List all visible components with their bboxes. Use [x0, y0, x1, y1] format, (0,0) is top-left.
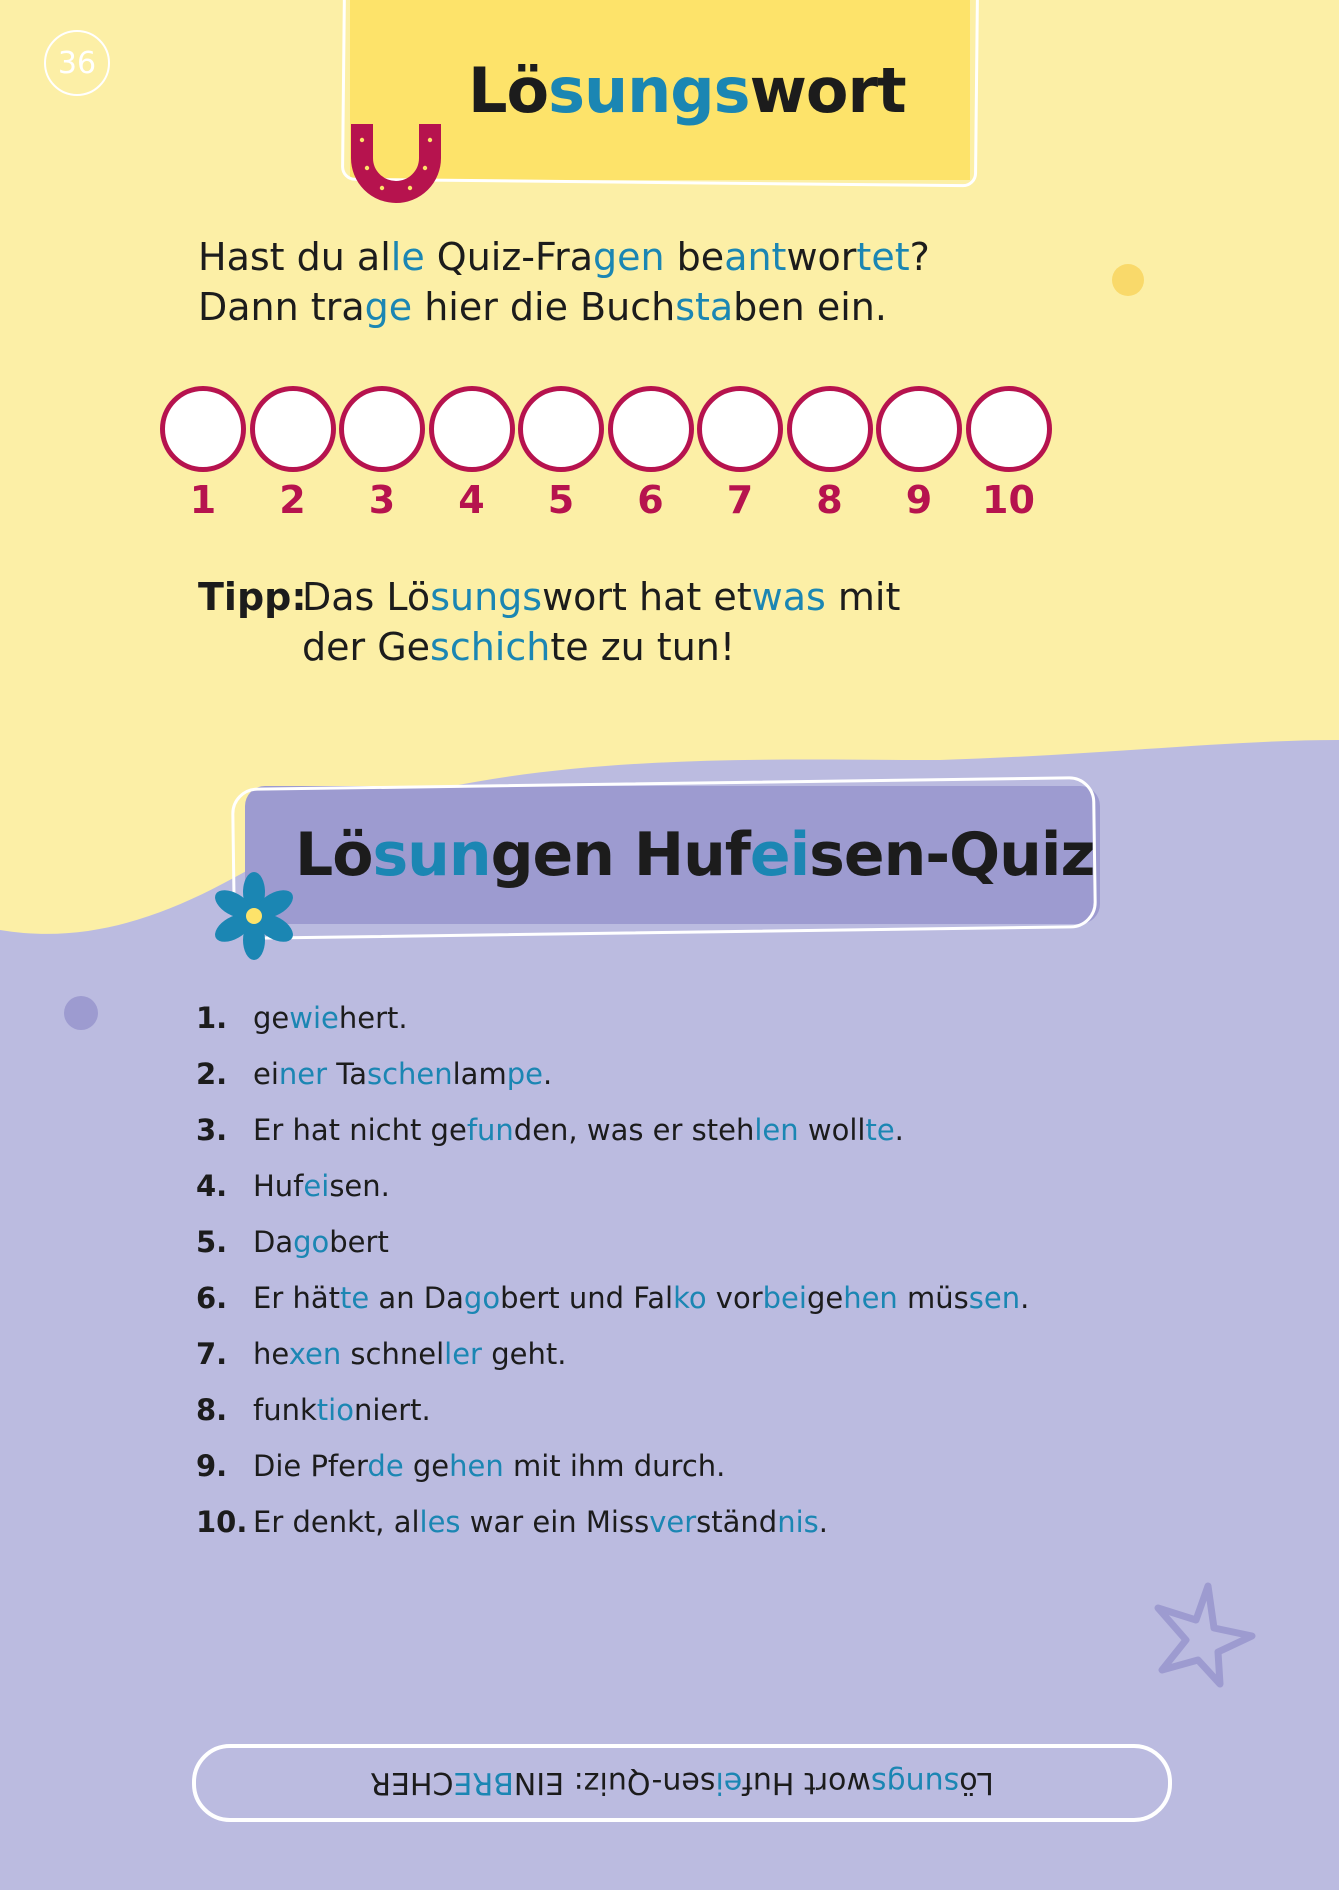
text-segment: mit [825, 575, 901, 619]
text-segment: an Da [369, 1281, 464, 1315]
letter-slot-circle[interactable] [160, 386, 246, 472]
highlighted-syllable: sun [372, 820, 491, 890]
text-segment: wor [786, 235, 857, 279]
highlighted-syllable: hen [449, 1449, 504, 1483]
answer-item [196, 1270, 1029, 1326]
text-segment: müs [897, 1281, 969, 1315]
highlighted-syllable: was [751, 575, 826, 619]
text-segment: gen Huf [490, 820, 750, 890]
answer-text [253, 1113, 904, 1147]
letter-slot-circle[interactable] [697, 386, 783, 472]
highlighted-syllable: te [340, 1281, 370, 1315]
text-segment: wort [749, 54, 906, 127]
highlighted-syllable: sungs [870, 1765, 960, 1801]
answer-number: 1. [196, 1001, 228, 1035]
text-segment: Lö [468, 54, 549, 127]
text-segment: ? [909, 235, 930, 279]
highlighted-syllable: BRE [453, 1765, 514, 1801]
answer-item [196, 1214, 1029, 1270]
text-segment: Hast du al [198, 235, 391, 279]
highlighted-syllable: sen [968, 1281, 1021, 1315]
intro-text [198, 232, 930, 332]
text-segment: Ta [327, 1057, 367, 1091]
highlighted-syllable: les [419, 1505, 461, 1539]
highlighted-syllable: gen [593, 235, 665, 279]
solutions-title [295, 820, 1094, 890]
highlighted-syllable: ant [724, 235, 787, 279]
text-segment: Lö [959, 1765, 994, 1801]
intro-line [198, 282, 930, 332]
intro-line [198, 232, 930, 282]
text-segment: Die Pfer [253, 1449, 368, 1483]
text-segment: Da [253, 1225, 294, 1259]
answer-item [196, 1326, 1029, 1382]
answer-text [253, 1169, 390, 1203]
page-title [468, 54, 906, 127]
answer-text [253, 1001, 408, 1035]
horseshoe-icon [348, 118, 444, 210]
text-segment: . [542, 1057, 553, 1091]
answer-number: 9. [196, 1449, 228, 1483]
text-segment: bert und Fal [500, 1281, 674, 1315]
text-segment: niert. [353, 1393, 431, 1427]
letter-slot-number: 2 [279, 478, 306, 522]
text-segment: ständ [696, 1505, 778, 1539]
highlighted-syllable: ner [278, 1057, 328, 1091]
answer-text [253, 1057, 552, 1091]
text-segment: Er denkt, al [253, 1505, 420, 1539]
tipp-label: Tipp: [198, 575, 307, 619]
letter-slot-circle[interactable] [787, 386, 873, 472]
highlighted-syllable: sungs [430, 575, 543, 619]
decorative-dot [1112, 264, 1144, 296]
highlighted-syllable: sta [675, 285, 734, 329]
text-segment: Dann tra [198, 285, 365, 329]
solution-word-box [192, 1744, 1172, 1822]
answer-item [196, 1494, 1029, 1550]
text-segment: hert. [338, 1001, 408, 1035]
letter-slot-number: 8 [816, 478, 843, 522]
answer-text [253, 1281, 1029, 1315]
answer-text [253, 1393, 431, 1427]
letter-slot-number: 9 [905, 478, 933, 522]
highlighted-syllable: schich [430, 625, 551, 669]
answer-item [196, 990, 1029, 1046]
text-segment: war ein Miss [460, 1505, 650, 1539]
letter-slot-number: 3 [368, 478, 396, 522]
highlighted-syllable: xen [288, 1337, 342, 1371]
answer-item [196, 1382, 1029, 1438]
text-segment: he [253, 1337, 289, 1371]
tipp-text [198, 622, 900, 672]
highlighted-syllable: tet [856, 235, 910, 279]
text-segment: vor [706, 1281, 763, 1315]
text-segment: ge [403, 1449, 450, 1483]
answer-number: 10. [196, 1505, 248, 1539]
text-segment: den, was er steh [513, 1113, 755, 1147]
flower-icon [206, 868, 302, 964]
text-segment: hier die Buch [412, 285, 676, 329]
text-segment: Lö [295, 820, 373, 890]
text-segment: schnel [341, 1337, 445, 1371]
text-segment: bert [329, 1225, 389, 1259]
letter-slot-circle[interactable] [339, 386, 425, 472]
text-segment: Das Lö [302, 575, 431, 619]
highlighted-syllable: ei [715, 1765, 743, 1801]
text-segment: mit ihm durch. [503, 1449, 726, 1483]
text-segment: ei [253, 1057, 279, 1091]
letter-slot-circle[interactable] [429, 386, 515, 472]
text-segment: funk [253, 1393, 317, 1427]
highlighted-syllable: bei [762, 1281, 807, 1315]
text-segment: ge [253, 1001, 290, 1035]
highlighted-syllable: ko [673, 1281, 707, 1315]
letter-slot-circle[interactable] [250, 386, 336, 472]
solution-word-text [196, 1748, 1168, 1818]
highlighted-syllable: ver [649, 1505, 697, 1539]
highlighted-syllable: tio [316, 1393, 354, 1427]
text-segment: Er hat nicht ge [253, 1113, 467, 1147]
text-segment: . [894, 1113, 904, 1147]
text-segment: ben ein. [733, 285, 887, 329]
letter-slot-number: 7 [726, 478, 754, 522]
text-segment: ge [806, 1281, 844, 1315]
highlighted-syllable: wie [289, 1001, 339, 1035]
highlighted-syllable: ei [303, 1169, 330, 1203]
answer-number: 5. [196, 1225, 228, 1259]
highlighted-syllable: ler [444, 1337, 482, 1371]
tipp-block [198, 572, 900, 672]
text-segment: geht. [481, 1337, 567, 1371]
answer-number: 3. [196, 1113, 228, 1147]
text-segment: . [818, 1505, 828, 1539]
highlighted-syllable: pe [506, 1057, 543, 1091]
answer-number: 8. [196, 1393, 228, 1427]
answer-item [196, 1158, 1029, 1214]
answer-text [253, 1505, 828, 1539]
answer-number: 7. [196, 1337, 228, 1371]
answer-text [253, 1449, 725, 1483]
letter-slot-circle[interactable] [608, 386, 694, 472]
answer-number: 4. [196, 1169, 228, 1203]
letter-slot-number: 4 [458, 478, 485, 522]
text-segment: sen-Quiz: EIN [513, 1765, 716, 1801]
highlighted-syllable: le [390, 235, 425, 279]
text-segment: der Ge [302, 625, 431, 669]
letter-slot-circle[interactable] [966, 386, 1052, 472]
highlighted-syllable: fun [466, 1113, 514, 1147]
highlighted-syllable: nis [777, 1505, 819, 1539]
letter-slot-circle[interactable] [518, 386, 604, 472]
text-segment: woll [798, 1113, 866, 1147]
letter-slot-number: 6 [637, 478, 664, 522]
text-segment: Er hät [253, 1281, 340, 1315]
highlighted-syllable: ge [364, 285, 413, 329]
page-number: 36 [44, 30, 110, 96]
highlighted-syllable: schen [366, 1057, 453, 1091]
star-icon [1148, 1580, 1258, 1690]
text-segment: Huf [253, 1169, 304, 1203]
text-segment: wort Huf [742, 1765, 871, 1801]
text-segment: sen. [329, 1169, 390, 1203]
answer-item [196, 1046, 1029, 1102]
answer-text [253, 1225, 389, 1259]
letter-slot-circle[interactable] [876, 386, 962, 472]
highlighted-syllable: te [865, 1113, 895, 1147]
answer-number: 6. [196, 1281, 228, 1315]
highlighted-syllable: len [754, 1113, 799, 1147]
highlighted-syllable: de [367, 1449, 404, 1483]
highlighted-syllable: ei [749, 820, 810, 890]
answer-text [253, 1337, 566, 1371]
tipp-text [302, 575, 900, 619]
highlighted-syllable: go [463, 1281, 501, 1315]
highlighted-syllable: go [293, 1225, 330, 1259]
letter-slot-number: 1 [189, 478, 217, 522]
text-segment: Quiz-Fra [424, 235, 593, 279]
text-segment: wort hat et [542, 575, 752, 619]
decorative-dot [64, 996, 98, 1030]
highlighted-syllable: hen [843, 1281, 898, 1315]
answer-list [196, 990, 1029, 1550]
answer-item [196, 1438, 1029, 1494]
text-segment: te zu tun! [550, 625, 736, 669]
text-segment: CHER [370, 1765, 454, 1801]
text-segment: be [664, 235, 725, 279]
text-segment: lam [452, 1057, 507, 1091]
text-segment: . [1020, 1281, 1030, 1315]
text-segment: sen-Quiz [809, 820, 1095, 890]
letter-slot-number: 10 [982, 478, 1035, 522]
highlighted-syllable: sungs [548, 54, 750, 127]
answer-number: 2. [196, 1057, 228, 1091]
letter-slot-number: 5 [547, 478, 575, 522]
answer-item [196, 1102, 1029, 1158]
